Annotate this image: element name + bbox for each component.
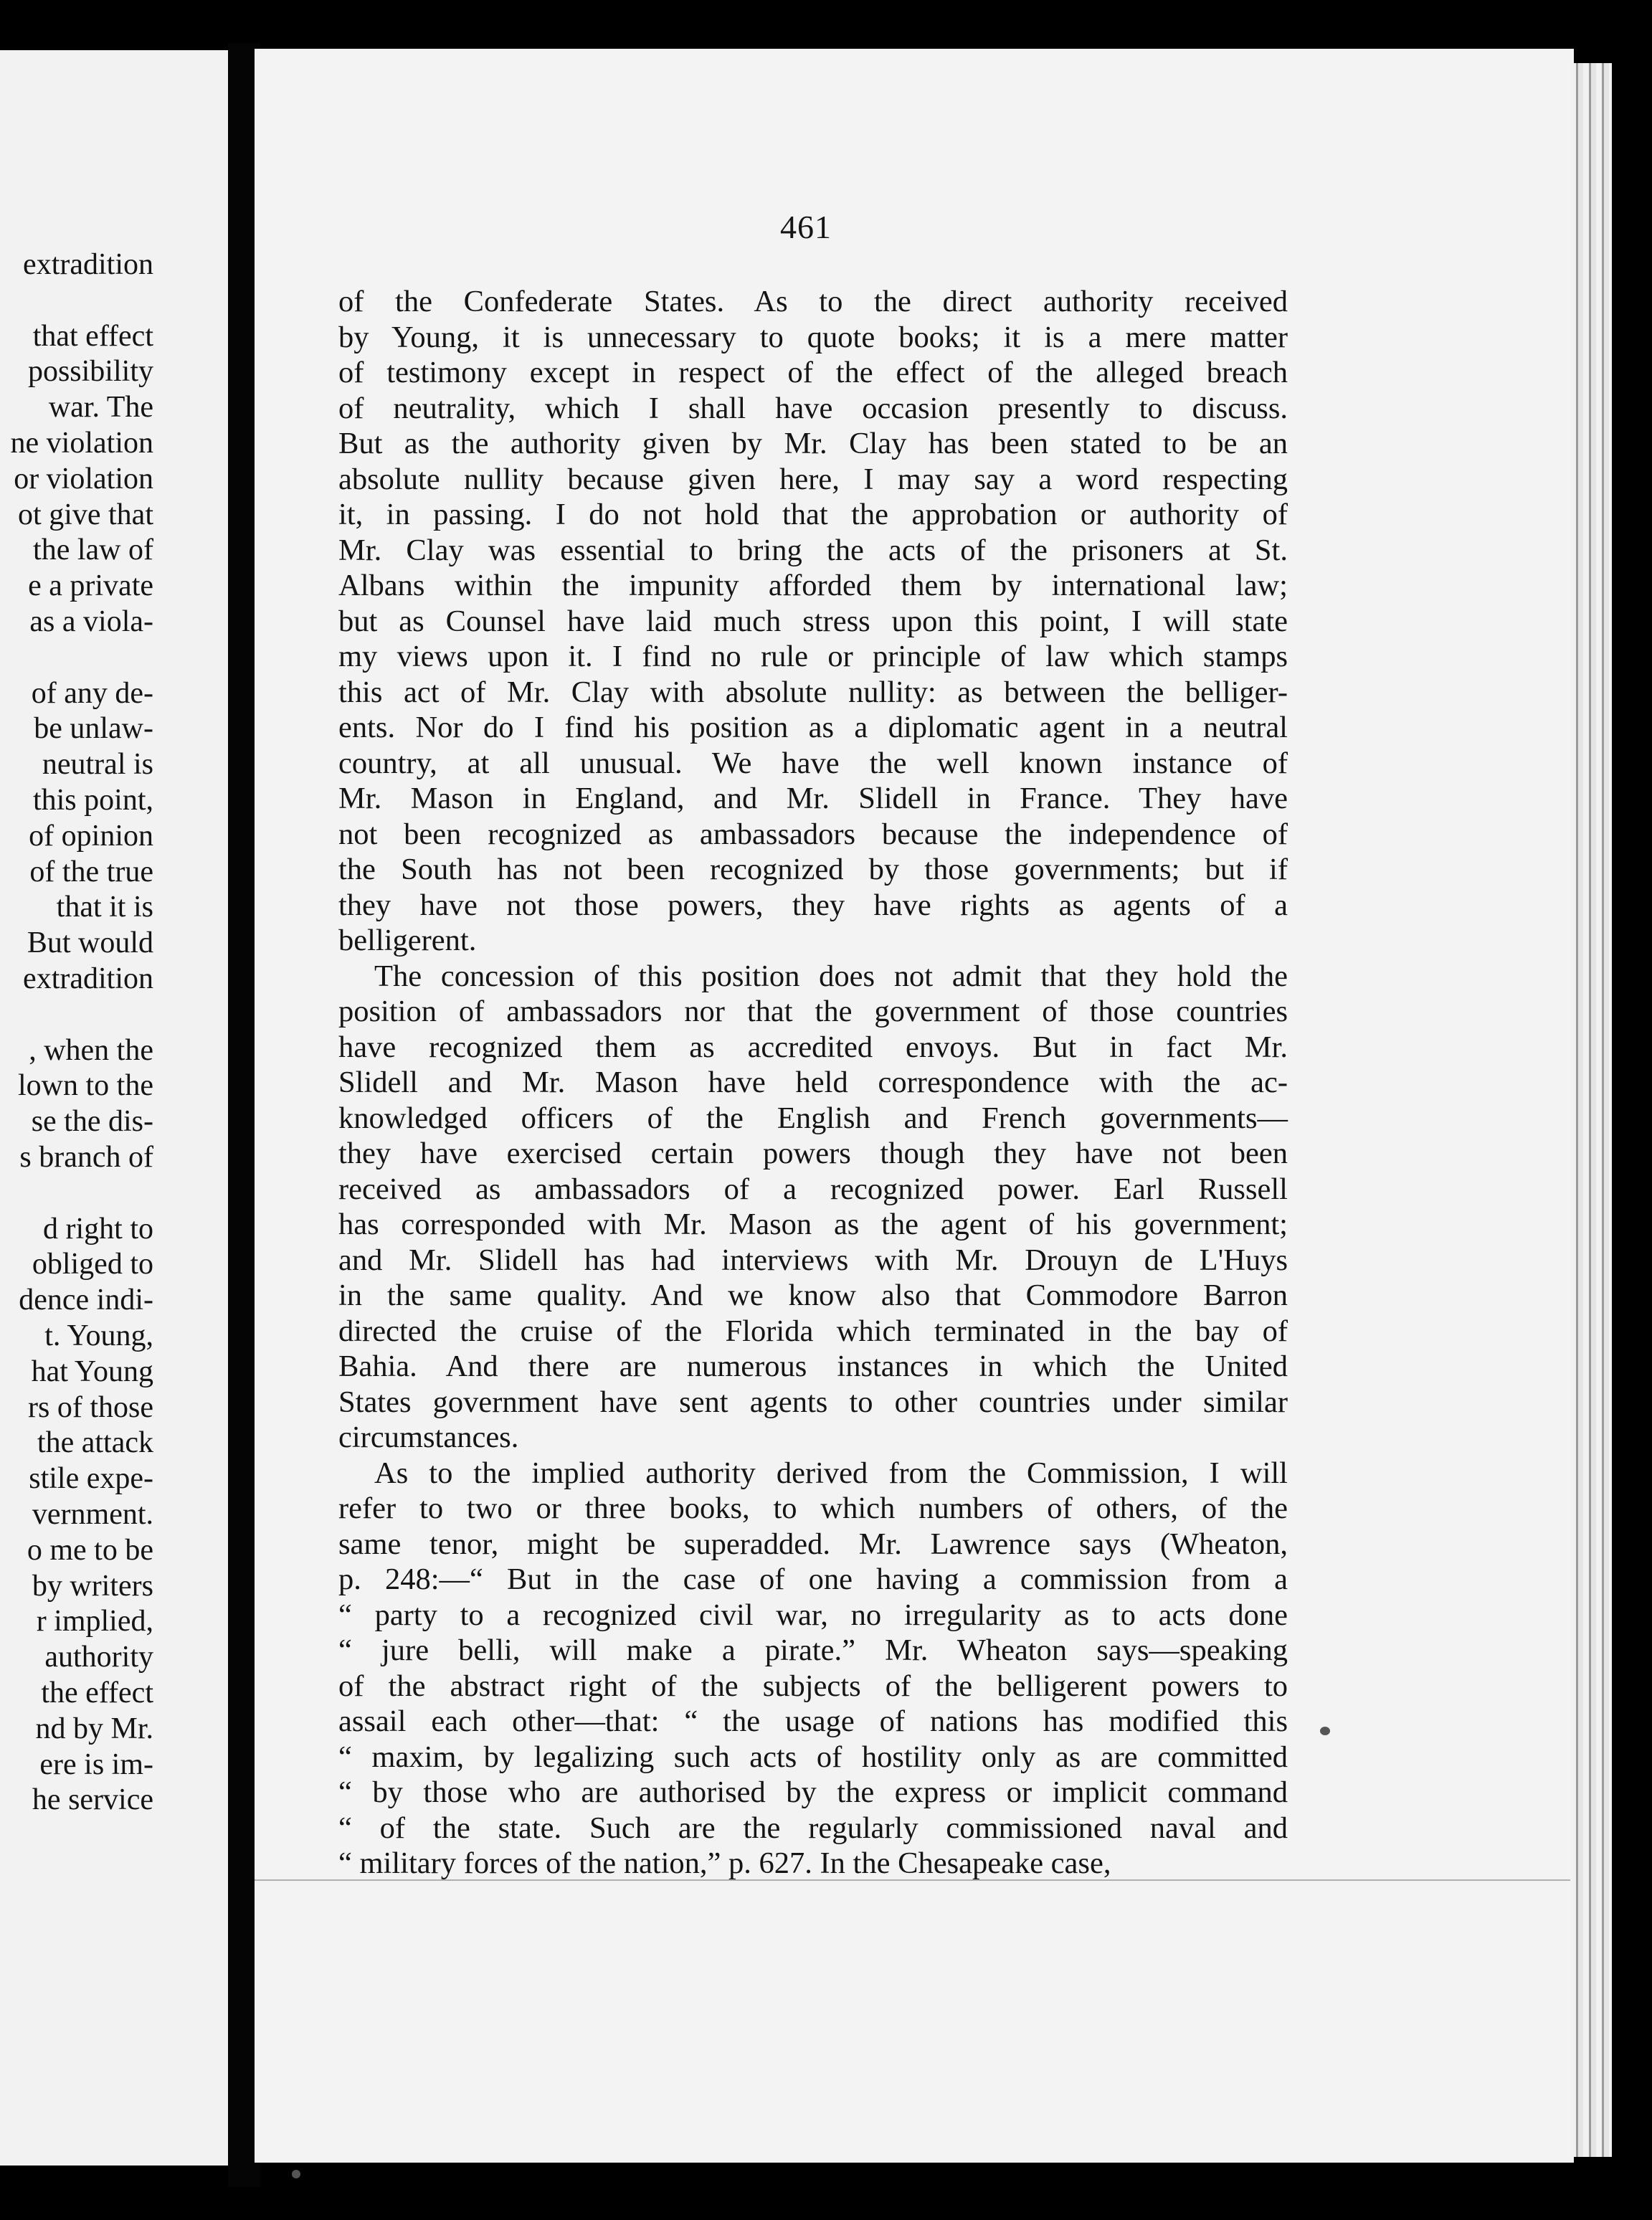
text-line: country, at all unusual. We have the well known instance of	[338, 746, 1288, 780]
text-line: they have exercised certain powers though they have not been	[338, 1137, 1288, 1170]
page-number: 461	[780, 209, 832, 245]
facing-page-line: obliged to	[32, 1248, 153, 1281]
facing-page-line: hat Young	[31, 1355, 153, 1388]
text-line: in the same quality. And we know also that Commodore Barron	[338, 1279, 1288, 1312]
facing-page-line: extradition	[23, 962, 153, 995]
facing-page-line: vernment.	[32, 1498, 153, 1531]
facing-page-line: that effect	[32, 319, 153, 353]
text-line: they have not those powers, they have rights as agents of a	[338, 888, 1288, 922]
facing-page-fragment	[0, 50, 231, 2166]
facing-page-line: that it is	[56, 891, 153, 924]
facing-page-line: extradition	[23, 248, 153, 281]
text-line: absolute nullity because given here, I may say a word respecting	[338, 462, 1288, 496]
text-line: but as Counsel have laid much stress upon this point, I will state	[338, 604, 1288, 638]
text-line: Mr. Clay was essential to bring the acts of the prisoners at St.	[338, 533, 1288, 567]
facing-page-line: or violation	[14, 462, 153, 495]
text-line: of the Confederate States. As to the direct authority received	[338, 285, 1288, 318]
text-line: not been recognized as ambassadors because the independence of	[338, 817, 1288, 851]
ink-speck	[1320, 1727, 1330, 1735]
facing-page-line: se the dis-	[31, 1105, 153, 1139]
text-line: received as ambassadors of a recognized power. Earl Russell	[338, 1172, 1288, 1206]
text-line: directed the cruise of the Florida which terminated in the bay of	[338, 1314, 1288, 1348]
facing-page-line: of opinion	[29, 819, 153, 853]
text-line: belligerent.	[338, 924, 477, 957]
facing-page-line: be unlaw-	[34, 712, 153, 746]
facing-page-line: t. Young,	[44, 1319, 153, 1352]
text-line: “ party to a recognized civil war, no irregularity as to acts done	[338, 1598, 1288, 1632]
text-line: by Young, it is unnecessary to quote books; it is a mere matter	[338, 320, 1288, 354]
text-line: States government have sent agents to other countries under similar	[338, 1385, 1288, 1419]
text-line: Bahia. And there are numerous instances in which the United	[338, 1349, 1288, 1383]
main-text-block	[338, 284, 1288, 1882]
text-line: circumstances.	[338, 1420, 519, 1454]
text-line: “ military forces of the nation,” p. 627. In the Chesapeake case,	[338, 1846, 1111, 1880]
text-line: the South has not been recognized by those governments; but if	[338, 853, 1288, 886]
text-line: of the abstract right of the subjects of the belligerent powers to	[338, 1669, 1288, 1703]
facing-page-line: rs of those	[28, 1390, 153, 1424]
facing-page-line: s branch of	[19, 1141, 153, 1174]
facing-page-line: , when the	[29, 1033, 153, 1067]
text-line: Albans within the impunity afforded them by international law;	[338, 569, 1288, 602]
facing-page-line: the effect	[41, 1676, 153, 1709]
facing-page-line: war. The	[48, 391, 153, 424]
facing-page-line: ere is im-	[39, 1747, 153, 1781]
text-line: it, in passing. I do not hold that the approbation or authority of	[338, 498, 1288, 531]
text-line: my views upon it. I find no rule or principle of law which stamps	[338, 640, 1288, 673]
text-line: “ of the state. Such are the regularly commissioned naval and	[338, 1811, 1288, 1845]
text-line: this act of Mr. Clay with absolute nullity: as between the belliger-	[338, 675, 1288, 709]
text-line: As to the implied authority derived from the Commission, I will	[374, 1456, 1288, 1490]
facing-page-line: d right to	[43, 1212, 153, 1246]
text-line: The concession of this position does not admit that they hold the	[374, 959, 1288, 993]
text-line: Slidell and Mr. Mason have held correspondence with the ac-	[338, 1066, 1288, 1099]
facing-page-line: the attack	[37, 1426, 153, 1460]
facing-page-line: the law of	[33, 533, 153, 567]
text-line: assail each other—that: “ the usage of nations has modified this	[338, 1704, 1288, 1738]
facing-page-line: e a private	[28, 569, 153, 603]
facing-page-line: lown to the	[18, 1069, 153, 1103]
facing-page-line: stile expe-	[29, 1462, 153, 1496]
facing-page-line: of any de-	[31, 676, 153, 710]
text-line: “ maxim, by legalizing such acts of hostility only as are committed	[338, 1740, 1288, 1774]
facing-page-line: of the true	[29, 855, 153, 888]
facing-page-line: But would	[27, 926, 153, 960]
facing-page-line: this point,	[32, 784, 153, 817]
facing-page-line: neutral is	[42, 748, 153, 782]
facing-page-line: by writers	[32, 1569, 153, 1603]
text-line: of neutrality, which I shall have occasion presently to discuss.	[338, 391, 1288, 425]
facing-page-line: ne violation	[10, 427, 153, 460]
text-line: position of ambassadors nor that the government of those countries	[338, 995, 1288, 1028]
facing-page-line: possibility	[27, 355, 153, 389]
text-line: “ by those who are authorised by the express or implicit command	[338, 1775, 1288, 1809]
text-line: “ jure belli, will make a pirate.” Mr. Wheaton says—speaking	[338, 1633, 1288, 1667]
facing-page-line: as a viola-	[29, 605, 153, 638]
text-line: has corresponded with Mr. Mason as the agent of his government;	[338, 1208, 1288, 1241]
text-line: same tenor, might be superadded. Mr. Lawrence says (Wheaton,	[338, 1527, 1288, 1561]
text-line: refer to two or three books, to which numbers of others, of the	[338, 1491, 1288, 1525]
text-line: Mr. Mason in England, and Mr. Slidell in France. They have	[338, 782, 1288, 815]
text-line: have recognized them as accredited envoys. But in fact Mr.	[338, 1030, 1288, 1064]
facing-page-line: ot give that	[18, 498, 153, 531]
text-line: and Mr. Slidell has had interviews with Mr. Drouyn de L'Huys	[338, 1243, 1288, 1277]
facing-page-line: he service	[32, 1783, 153, 1817]
text-line: ents. Nor do I find his position as a diplomatic agent in a neutral	[338, 711, 1288, 744]
facing-page-line: r implied,	[36, 1605, 153, 1638]
text-line: But as the authority given by Mr. Clay has been stated to be an	[338, 427, 1288, 460]
text-line: knowledged officers of the English and French governments—	[338, 1101, 1288, 1135]
facing-page-line: nd by Mr.	[35, 1712, 153, 1745]
text-line: of testimony except in respect of the effect of the alleged breach	[338, 356, 1288, 389]
ink-speck	[292, 2170, 300, 2178]
facing-page-line: o me to be	[27, 1533, 153, 1567]
facing-page-line: authority	[44, 1641, 153, 1674]
text-line: p. 248:—“ But in the case of one having a commission from a	[338, 1562, 1288, 1596]
facing-page-line: dence indi-	[19, 1284, 153, 1317]
page-edges	[1570, 63, 1612, 2157]
